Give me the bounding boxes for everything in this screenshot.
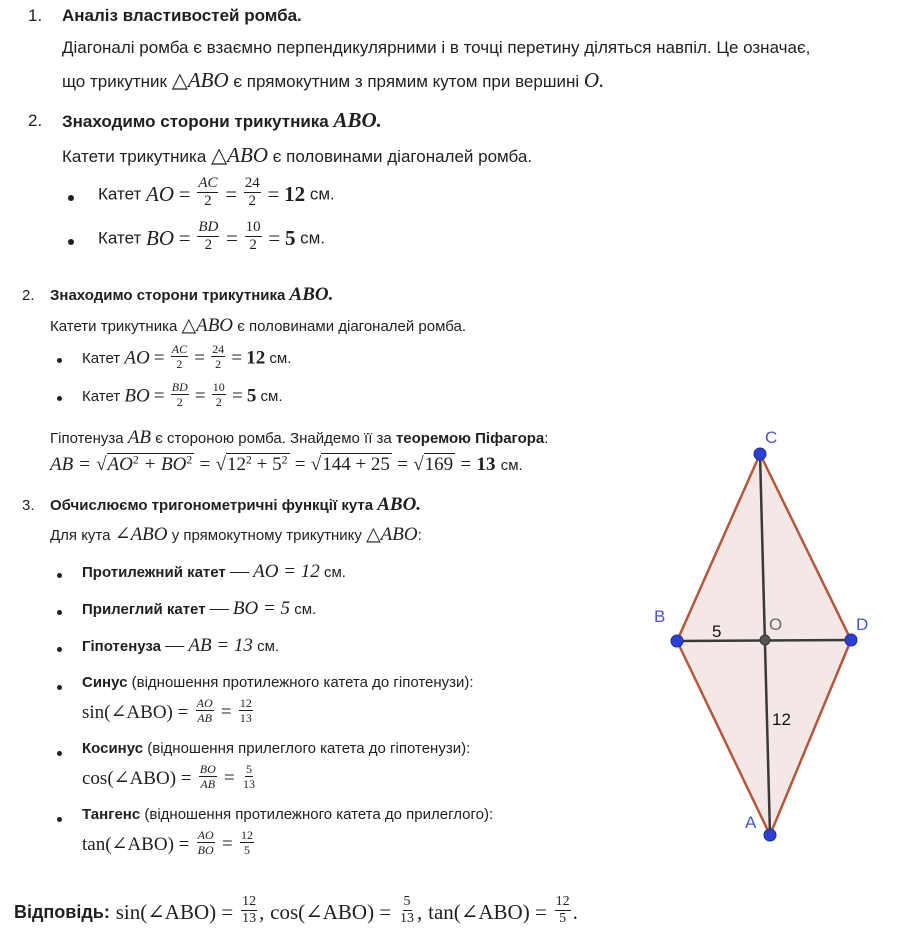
text: є прямокутним з прямим кутом при вершині <box>233 72 580 91</box>
tangent-formula: tan(∠ABO) = $\frac{AO}{BO}$ = $\frac{12}{5}$ <box>82 828 253 857</box>
text: є половинами діагоналей ромба. <box>237 318 467 335</box>
numerator: AO <box>196 696 213 710</box>
title-text: Знаходимо сторони трикутника <box>62 112 329 131</box>
label: Прилеглий катет <box>82 601 206 618</box>
numerator: 5 <box>403 894 411 909</box>
sine-formula: sin(∠ABO) = $\frac{AO}{AB}$ = $\frac{12}{13}$ <box>82 696 252 725</box>
label: Катет <box>82 388 121 405</box>
title-text: Знаходимо сторони трикутника <box>50 287 286 304</box>
denominator: 2 <box>248 193 257 209</box>
step-2a-leg-bo: Катет BO = $\frac{BD}{2}$ = $\frac{10}{2}$ = 5 см. <box>98 219 326 253</box>
step-2a-number: 2. <box>28 111 43 130</box>
expr: AB = 13 <box>188 635 253 656</box>
pythagoras-equation: AB = $√AO^2 + BO^2 = √12^2 + 5^2 = √144 + 25 = √169 = 13$ см. <box>50 453 523 475</box>
expr: BO = 5 <box>232 598 291 619</box>
denominator: AB <box>197 711 212 725</box>
lhs: AB = <box>50 454 91 475</box>
numerator: 24 <box>244 175 260 191</box>
unit: см. <box>294 601 317 618</box>
colon: : <box>544 430 549 447</box>
step-2b-leg-ao: Катет AO = $\frac{AC}{2}$ = $\frac{24}{2}$ = 12 см. <box>82 342 292 371</box>
denominator: 2 <box>249 237 257 253</box>
var: BO <box>124 385 150 407</box>
vertex-c <box>754 448 766 460</box>
pythagorean-theorem: теоремою Піфагора <box>395 430 545 447</box>
denominator: 2 <box>204 193 212 209</box>
triangle-abo: △ABO <box>181 315 234 336</box>
numerator: 12 <box>555 894 570 909</box>
dash: — <box>229 561 249 582</box>
label-c: C <box>765 428 778 447</box>
step-2a-leg-ao: Катет AO = $\frac{AC}{2}$ = $\frac{24}{2}$ = 12 см. <box>98 175 335 209</box>
length-ao: 12 <box>772 710 791 729</box>
answer-tan: tan(∠ABO) = <box>428 900 547 924</box>
result: 5 <box>284 226 296 250</box>
numerator: 5 <box>246 762 253 776</box>
var: AO <box>124 347 150 369</box>
dash: — <box>209 598 229 619</box>
text: Для кута <box>50 527 111 544</box>
step-1-title: Аналіз властивостей ромба. <box>62 6 302 25</box>
result: 5 <box>246 385 257 407</box>
label: Синус <box>82 674 128 691</box>
label-a: A <box>745 813 757 832</box>
text: є стороною ромба. Знайдемо її за <box>155 430 392 447</box>
result: 12 <box>284 182 306 206</box>
denominator: 2 <box>176 357 183 371</box>
vertex-o: O. <box>583 68 605 92</box>
unit: см. <box>300 228 326 248</box>
label-b: B <box>654 607 666 626</box>
numerator: 24 <box>212 342 225 356</box>
step-1-number: 1. <box>28 6 43 25</box>
denominator: AB <box>200 777 216 791</box>
step-3-number: 3. <box>22 497 35 514</box>
text: у прямокутному трикутнику <box>171 527 362 544</box>
denominator: BO <box>197 843 214 857</box>
denominator: 13 <box>243 777 256 791</box>
numerator: 12 <box>240 828 253 842</box>
label-d: D <box>856 615 869 634</box>
numerator: 12 <box>239 696 252 710</box>
numerator: 10 <box>245 219 261 235</box>
fn: tan(∠ABO) = <box>82 834 190 855</box>
step-2b-leg-bo: Катет BO = $\frac{BD}{2}$ = $\frac{10}{2}$ = 5 см. <box>82 380 283 409</box>
colon: : <box>417 527 422 544</box>
answer-line: Відповідь: sin(∠ABO) = $\frac{12}{13}$ , cos(∠ABO) = $\frac{5}{13}$ , tan(∠ABO) = $\frac{12}{5}$ . <box>14 894 578 926</box>
denominator: 2 <box>204 237 213 253</box>
answer-label: Відповідь: <box>14 902 110 922</box>
answer-cos: cos(∠ABO) = <box>270 900 392 924</box>
title-text: Обчислюємо тригонометричні функції кута <box>50 497 374 514</box>
unit: см. <box>260 388 283 405</box>
numerator: AC <box>171 342 188 356</box>
label: Катет <box>98 228 142 248</box>
text: Гіпотенуза <box>50 430 124 447</box>
label: Катет <box>98 184 142 204</box>
unit: см. <box>309 184 335 204</box>
title-math: ABO. <box>377 494 422 515</box>
triangle-abo: △ABO <box>211 143 268 167</box>
label: Косинус <box>82 740 144 757</box>
numerator: BD <box>171 380 188 394</box>
var-ab: AB <box>127 427 152 448</box>
denominator: 5 <box>559 911 567 926</box>
label-o: O <box>769 615 783 634</box>
numerator: 10 <box>212 380 225 394</box>
title-math: ABO. <box>289 284 334 305</box>
dash: — <box>165 635 185 656</box>
text: є половинами діагоналей ромба. <box>272 147 533 166</box>
unit: см. <box>269 350 292 367</box>
numerator: AC <box>198 175 218 191</box>
text: Катети трикутника <box>50 318 178 335</box>
title-math: ABO. <box>333 108 382 132</box>
desc: (відношення протилежного катета до гіпотенузи): <box>131 674 474 691</box>
vertex-a <box>764 829 776 841</box>
var: AO <box>146 182 174 206</box>
numerator: 12 <box>242 894 257 909</box>
answer-sin: sin(∠ABO) = <box>115 900 234 924</box>
expr: AO = 12 <box>253 561 320 582</box>
denominator: 2 <box>215 357 222 371</box>
vertex-b <box>671 635 683 647</box>
fn: cos(∠ABO) = <box>82 768 192 789</box>
triangle-abo: △ABO <box>171 68 229 92</box>
text: що трикутник <box>62 72 167 91</box>
numerator: AO <box>197 828 214 842</box>
numerator: BD <box>198 219 219 235</box>
triangle-abo: △ABO <box>366 524 418 545</box>
desc: (відношення протилежного катета до прилеглого): <box>144 806 494 823</box>
unit: см. <box>500 457 523 474</box>
length-bo: 5 <box>712 622 722 641</box>
step-1-text-line1: Діагоналі ромба є взаємно перпендикулярними і в точці перетину діляться навпіл. Це означає, <box>62 38 811 57</box>
point-o <box>760 635 770 645</box>
step-2b-number: 2. <box>22 287 35 304</box>
text: Катети трикутника <box>62 147 207 166</box>
denominator: 2 <box>215 395 222 409</box>
numerator: BO <box>199 762 216 776</box>
denominator: 2 <box>176 395 183 409</box>
angle-abo: ∠ABO <box>114 524 168 545</box>
vertex-d <box>845 634 857 646</box>
result: 12 <box>246 347 266 369</box>
denominator: 5 <box>243 843 250 857</box>
denominator: 13 <box>400 911 415 926</box>
desc: (відношення прилеглого катета до гіпотенузи): <box>147 740 471 757</box>
label: Протилежний катет <box>82 564 226 581</box>
fn: sin(∠ABO) = <box>82 702 189 723</box>
denominator: 13 <box>242 911 257 926</box>
cosine-formula: cos(∠ABO) = $\frac{BO}{AB}$ = $\frac{5}{13}$ <box>82 762 256 791</box>
label: Гіпотенуза <box>82 638 162 655</box>
var: BO <box>146 226 174 250</box>
unit: см. <box>257 638 280 655</box>
label: Катет <box>82 350 121 367</box>
label: Тангенс <box>82 806 141 823</box>
denominator: 13 <box>239 711 252 725</box>
unit: см. <box>323 564 346 581</box>
